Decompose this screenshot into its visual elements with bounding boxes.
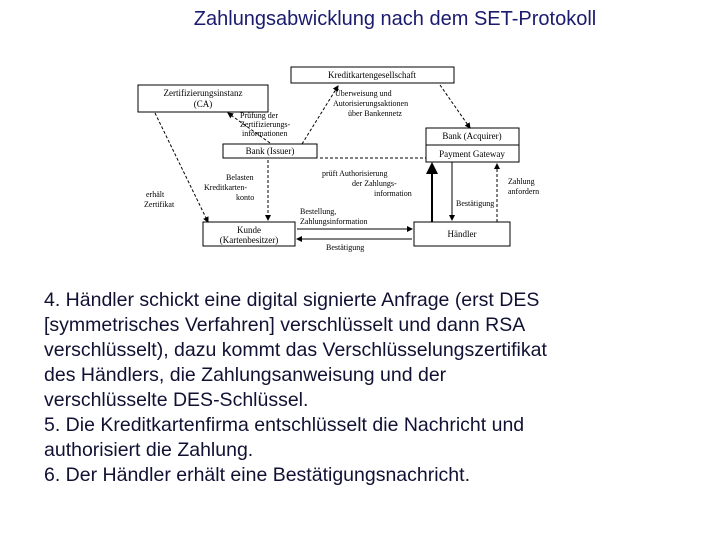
label-ueberweisung-1: Überweisung und (335, 89, 392, 98)
label-pruef-auth-3: information (374, 189, 412, 198)
label-bestaetigung-bottom: Bestätigung (326, 243, 365, 252)
label-ca: (CA) (193, 99, 213, 109)
text-line: 5. Die Kreditkartenfirma entschlüsselt die Nachricht und (44, 414, 525, 436)
label-belasten-1: Belasten (226, 173, 254, 182)
label-pruefung-1: Prüfung der (240, 111, 278, 120)
label-bank-issuer: Bank (Issuer) (245, 146, 295, 156)
label-bank-acquirer: Bank (Acquirer) (442, 131, 502, 141)
label-pruef-auth-2: der Zahlungs- (352, 179, 397, 188)
label-zertifizierungsinstanz: Zertifizierungsinstanz (163, 88, 243, 98)
label-zahlung-1: Zahlung (508, 177, 535, 186)
label-pruefung-2: Zertifizierungs- (240, 120, 291, 129)
page-title: Zahlungsabwicklung nach dem SET-Protokoll (193, 8, 597, 30)
label-zahlung-2: anfordern (508, 187, 540, 196)
label-bestaetigung-right: Bestätigung (456, 199, 495, 208)
label-payment-gateway: Payment Gateway (439, 149, 505, 159)
text-line: des Händlers, die Zahlungsanweisung und der (44, 364, 447, 386)
label-kreditkartengesellschaft: Kreditkartengesellschaft (328, 70, 416, 80)
label-kunde: Kunde (237, 225, 261, 235)
label-pruef-auth-1: prüft Authorisierung (322, 169, 388, 178)
text-line: verschlüsselte DES-Schlüssel. (44, 389, 309, 411)
label-pruefung-3: informationen (242, 129, 288, 138)
arrow-kreditkarten-to-acquirer (440, 85, 470, 128)
label-belasten-3: konto (236, 193, 255, 202)
label-kartenbesitzer: (Kartenbesitzer) (219, 235, 279, 245)
text-line: authorisiert die Zahlung. (44, 439, 254, 461)
text-line: 4. Händler schickt eine digital signierte Anfrage (erst DES (44, 289, 540, 311)
label-ueberweisung-2: Autorisierungsaktionen (333, 99, 409, 108)
label-haendler: Händler (447, 229, 477, 239)
text-line: verschlüsselt), dazu kommt das Verschlüsselungszertifikat (44, 339, 547, 361)
label-erhalt-1: erhält (146, 190, 165, 199)
text-line: 6. Der Händler erhält eine Bestätigungsnachricht. (44, 464, 470, 486)
text-line: [symmetrisches Verfahren] verschlüsselt und dann RSA (44, 314, 526, 336)
explanation-text (44, 288, 704, 488)
label-bestellung-1: Bestellung, (300, 207, 337, 216)
arrow-issuer-to-kreditkarten (302, 86, 338, 144)
label-ueberweisung-3: über Bankennetz (348, 109, 402, 118)
label-belasten-2: Kreditkarten- (204, 183, 248, 192)
label-bestellung-2: Zahlungsinformation (300, 217, 368, 226)
label-erhalt-2: Zertifikat (144, 200, 175, 209)
